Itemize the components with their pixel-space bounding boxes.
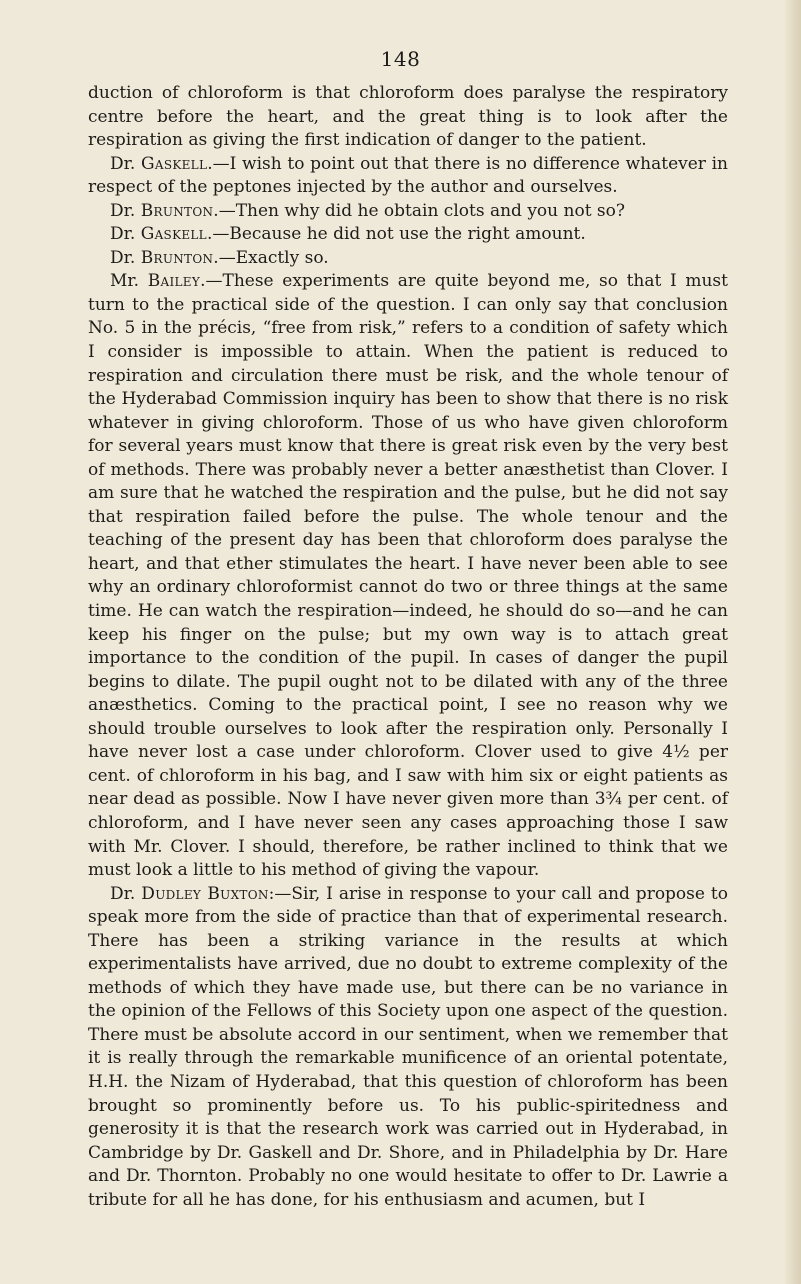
paragraph-gaskell-2 (88, 223, 728, 247)
speaker-name: Bailey (147, 271, 201, 292)
paragraph-brunton-1 (88, 200, 728, 224)
page-edge-shadow (785, 0, 801, 1284)
paragraph-text: duction of chloroform is that chloroform does paralyse the respiratory centre before the heart, and the great thing is to look after the respiration as giving the first indication of danger to the patient. (88, 83, 728, 151)
paragraph-text: .—Exactly so. (213, 247, 329, 268)
paragraph-bailey (88, 270, 728, 882)
paragraph-text: .—Because he did not use the right amount. (206, 224, 586, 245)
speaker-name: Gaskell (140, 224, 207, 245)
paragraph-dudley-buxton (88, 883, 728, 1213)
paragraph-continuation (88, 82, 728, 153)
paragraph-text: :—Sir, I arise in response to your call and propose to speak more from the side of practice than that of experimental research. There has been a striking variance in the results at which experimentalists have arrived, due no doubt to extreme complexity of the methods of which they have made use, but there can be no variance in the opinion of the Fellows of this Society upon one aspect of the question. There must be absolute accord in our sentiment, when we remember that it is really through the remarkable munificence of an oriental potentate, H.H. the Nizam of Hyderabad, that this question of chloroform has been brought so prominently before us. To his public-spiritedness and generosity it is that the research work was carried out in Hyderabad, in Cambridge by Dr. Gaskell and Dr. Shore, and in Philadelphia by Dr. Hare and Dr. Thornton. Probably no one would hesitate to offer to Dr. Lawrie a tribute for all he has done, for his enthusiasm and acumen, but I (88, 883, 728, 1210)
speaker-title: Dr. (110, 200, 141, 221)
speaker-name: Brunton (140, 200, 214, 221)
paragraph-text: .—Then why did he obtain clots and you not so? (213, 200, 626, 221)
speaker-title: Dr. (110, 153, 141, 174)
paragraph-text: .—These experiments are quite beyond me, so that I must turn to the practical side of the question. I can only say that conclusion No. 5 in the précis, “free from risk,” refers to a condition of safety which I consider is impossible to attain. When the patient is reduced to respiration and circulation there must be risk, and the whole tenour of the Hyderabad Commission inquiry has been to show that there is no risk whatever in giving chloroform. Those of us who have given chloroform for several years must know that there is great risk even by the very best of methods. There was probably never a better anæsthetist than Clover. I am sure that he watched the respiration and the pulse, but he did not say that respiration failed before the pulse. The whole tenour and the teaching of the present day has been that chloroform does paralyse the heart, and that ether stimulates the heart. I have never been able to see why an ordinary chloroformist cannot do two or three things at the same time. He can watch the respiration—indeed, he should do so—and he can keep his finger on the pulse; but my own way is to attach great importance to the condition of the pupil. In cases of danger the pupil begins to dilate. The pupil ought not to be dilated with any of the three anæsthetics. Coming to the practical point, I see no reason why we should trouble ourselves to look after the respiration only. Personally I have never lost a case under chloroform. Clover used to give 4½ per cent. of chloroform in his bag, and I saw with him six or eight patients as near dead as possible. Now I have never given more than 3¾ per cent. of chloroform, and I have never seen any cases approaching those I saw with Mr. Clover. I should, therefore, be rather inclined to think that we must look a little to his method of giving the vapour. (88, 271, 728, 881)
speaker-name: Gaskell (140, 153, 208, 174)
speaker-name: Dudley Buxton (141, 883, 269, 904)
paragraph-brunton-2 (88, 247, 728, 271)
speaker-title: Dr. (110, 224, 141, 245)
speaker-title: Dr. (110, 883, 142, 904)
paragraph-gaskell-1 (88, 153, 728, 200)
speaker-title: Mr. (110, 271, 148, 292)
page-number: 148 (380, 47, 421, 71)
speaker-name: Brunton (140, 247, 214, 268)
body-text (88, 82, 728, 1212)
speaker-title: Dr. (110, 247, 141, 268)
paragraph-text: .—I wish to point out that there is no difference whatever in respect of the peptones injected by the author and ourselves. (88, 153, 728, 198)
